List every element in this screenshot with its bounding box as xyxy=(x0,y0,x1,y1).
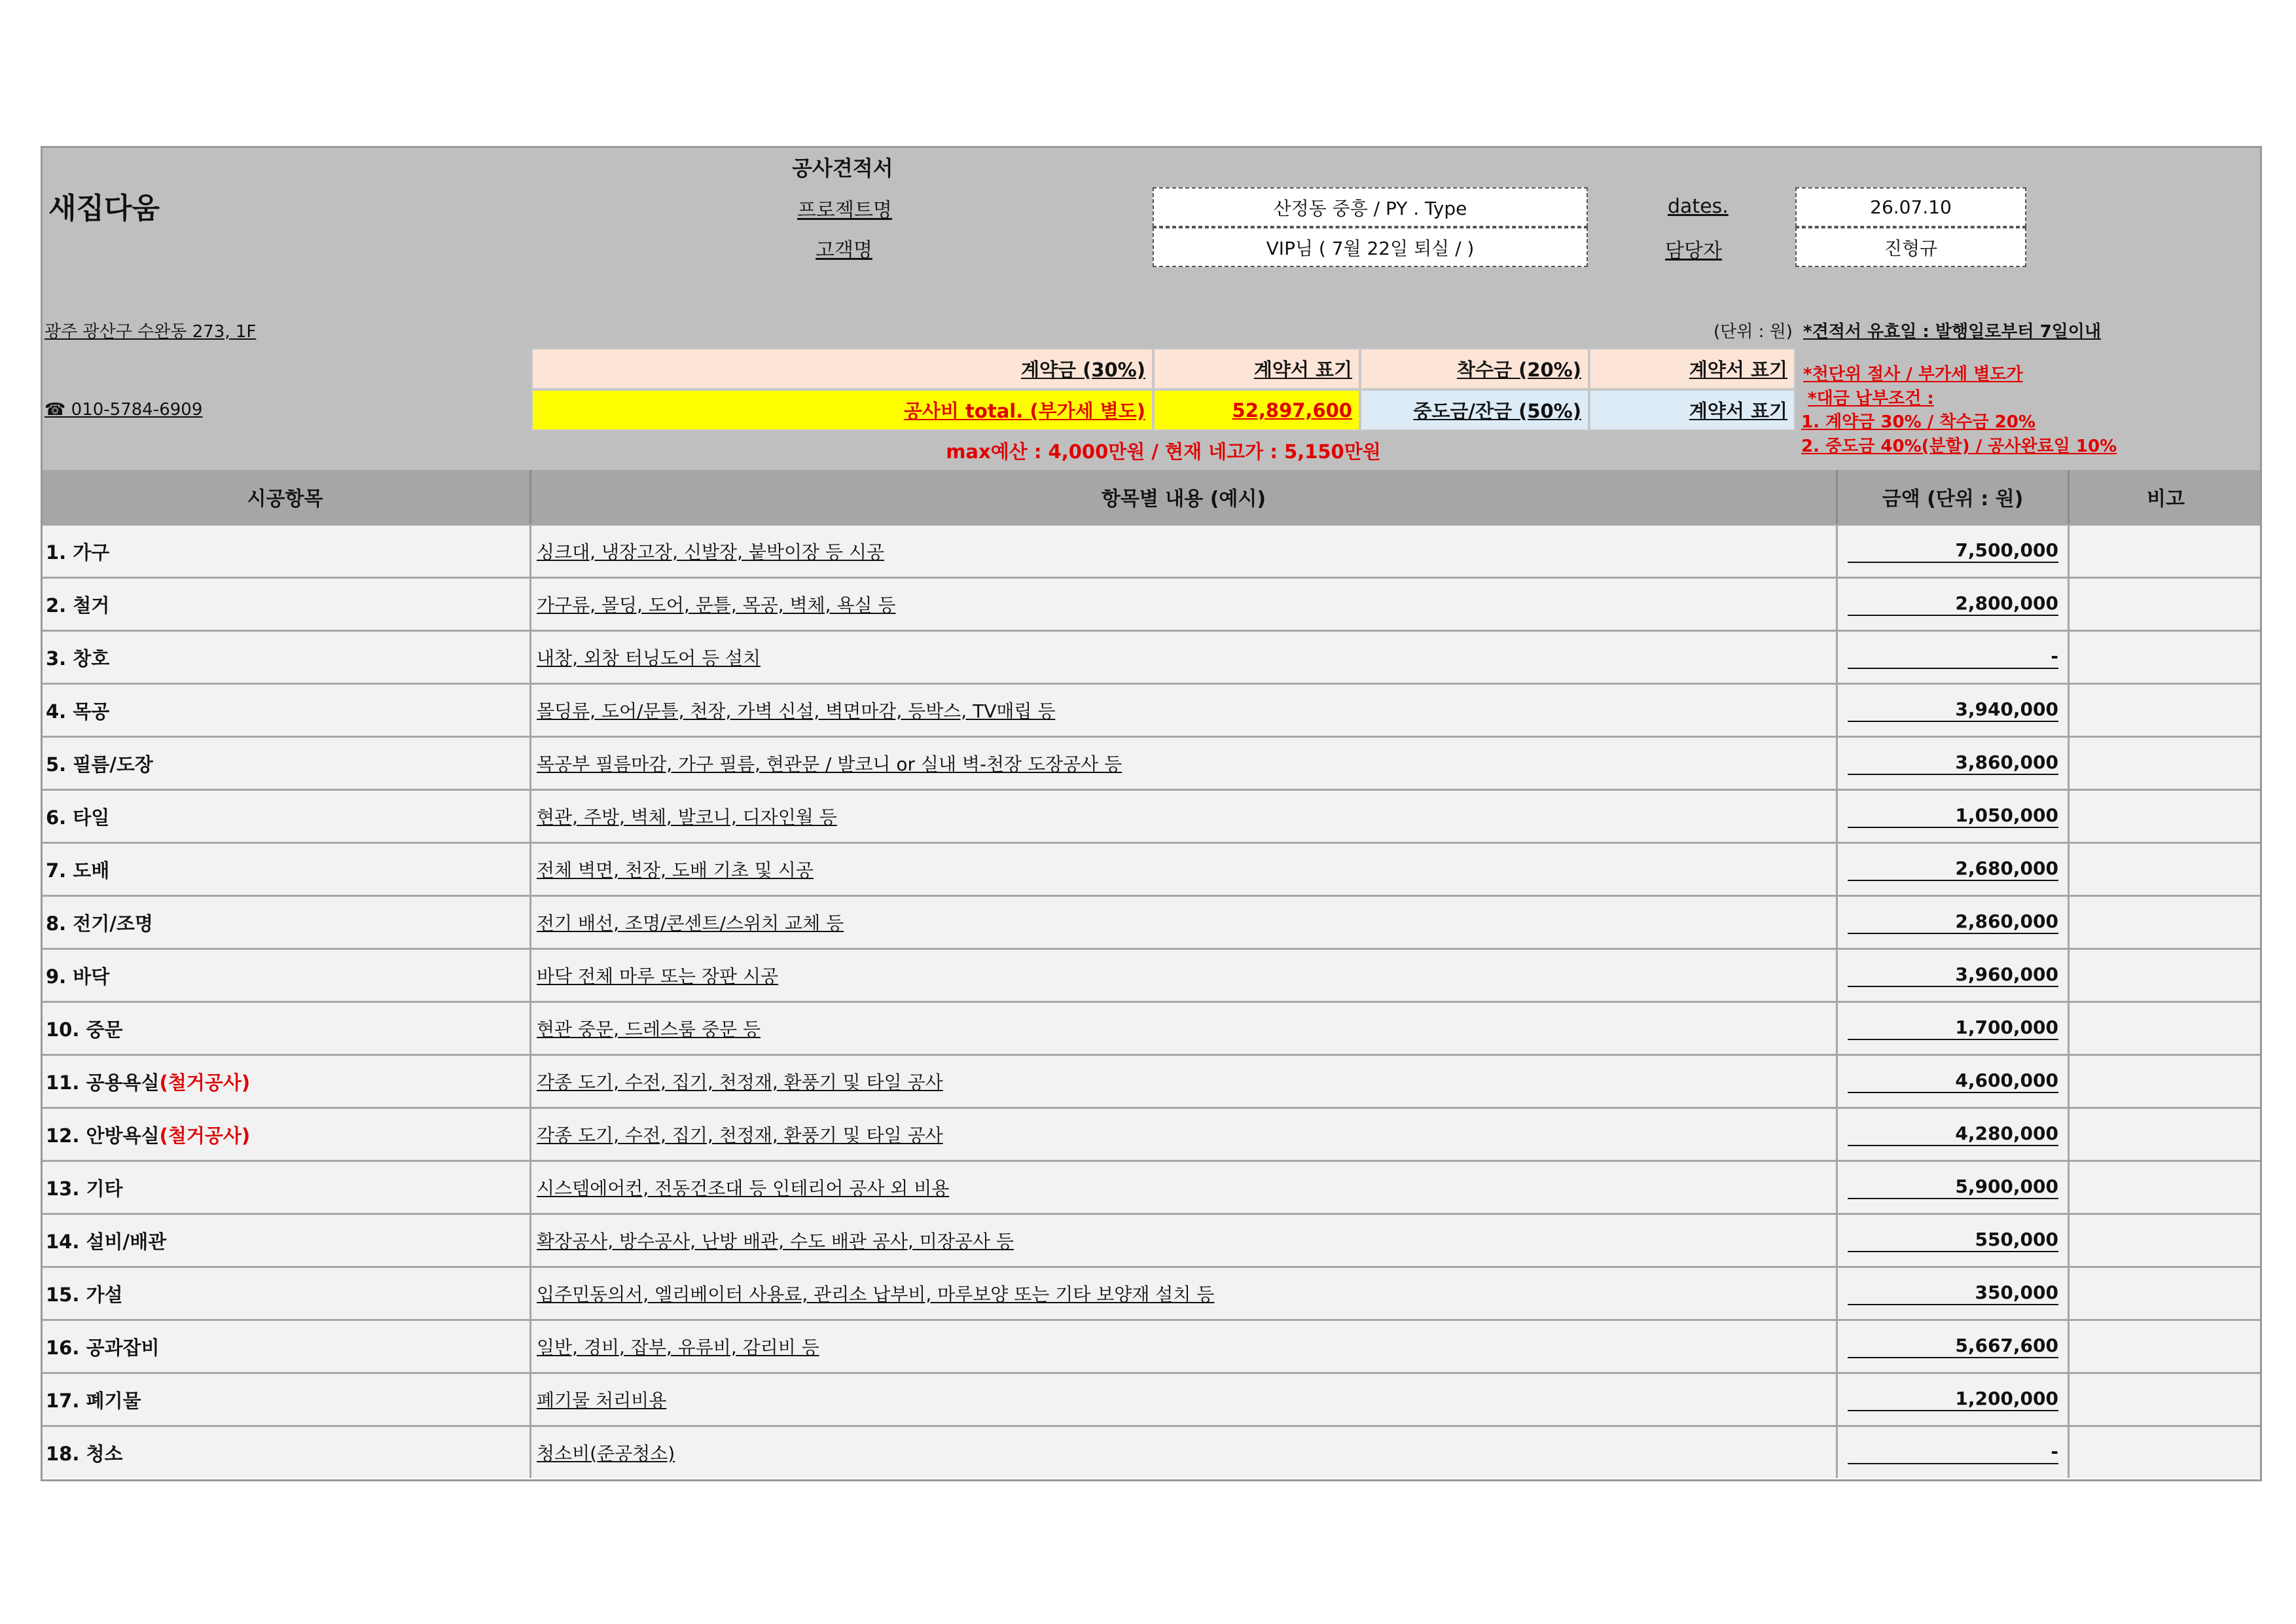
amount-value: 3,960,000 xyxy=(1848,964,2058,987)
item-label: 7. 도배 xyxy=(46,859,110,882)
item-label: 13. 기타 xyxy=(46,1177,123,1200)
company-address: 광주 광산구 수완동 273, 1F xyxy=(45,322,257,342)
amount-value: - xyxy=(1848,1441,2058,1464)
row-description: 싱크대, 냉장고장, 신발장, 붙박이장 등 시공 xyxy=(531,526,1838,577)
amount-value: 350,000 xyxy=(1848,1282,2058,1305)
note-line-1: *천단위 절사 / 부가세 별도가 xyxy=(1803,365,2023,384)
amount-value: 7,500,000 xyxy=(1848,539,2058,563)
item-label: 8. 전기/조명 xyxy=(46,912,153,935)
row-description: 전기 배선, 조명/콘센트/스위치 교체 등 xyxy=(531,897,1838,948)
note-line-3: 1. 계약금 30% / 착수금 20% xyxy=(1801,412,2036,432)
amount-value: - xyxy=(1848,645,2058,669)
row-description: 현관, 주방, 벽체, 발코니, 디자인월 등 xyxy=(531,791,1838,842)
unit-note: (단위 : 원) xyxy=(1713,322,1793,342)
middle-payment-label: 중도금/잔금 (50%) xyxy=(1360,389,1589,431)
item-label: 18. 청소 xyxy=(46,1442,123,1465)
item-label: 4. 목공 xyxy=(46,700,110,723)
item-label: 16. 공과잡비 xyxy=(46,1336,160,1359)
item-label: 2. 철거 xyxy=(46,594,110,617)
advance-contract-mark: 계약서 표기 xyxy=(1589,348,1795,389)
row-description: 몰딩류, 도어/문틀, 천장, 가벽 신설, 벽면마감, 등박스, TV매립 등 xyxy=(531,685,1838,736)
amount-value: 4,280,000 xyxy=(1848,1123,2058,1146)
amount-value: 1,700,000 xyxy=(1848,1017,2058,1040)
item-label: 10. 중문 xyxy=(46,1018,123,1041)
dates-label: dates. xyxy=(1668,195,1729,218)
row-description: 일반, 경비, 잡부, 유류비, 감리비 등 xyxy=(531,1321,1838,1372)
item-label: 15. 가설 xyxy=(46,1283,123,1306)
customer-label: 고객명 xyxy=(816,239,872,262)
amount-value: 2,860,000 xyxy=(1848,911,2058,934)
row-description: 현관 중문, 드레스룸 중문 등 xyxy=(531,1003,1838,1054)
advance-label: 착수금 (20%) xyxy=(1360,348,1589,389)
header-remarks: 비고 xyxy=(2070,470,2262,524)
deposit-label: 계약금 (30%) xyxy=(531,348,1153,389)
company-name: 새집다움 xyxy=(48,192,160,225)
row-description: 각종 도기, 수전, 집기, 천정재, 환풍기 및 타일 공사 xyxy=(531,1109,1838,1160)
item-label: 5. 필름/도장 xyxy=(46,753,153,776)
row-description: 청소비(준공청소) xyxy=(531,1427,1838,1478)
amount-value: 2,680,000 xyxy=(1848,857,2058,881)
amount-value: 5,900,000 xyxy=(1848,1176,2058,1199)
total-value: 52,897,600 xyxy=(1153,389,1360,431)
row-description: 바닥 전체 마루 또는 장판 시공 xyxy=(531,950,1838,1001)
dates-field[interactable]: 26.07.10 xyxy=(1795,187,2026,227)
row-description: 내창, 외창 터닝도어 등 설치 xyxy=(531,632,1838,683)
document-title: 공사견적서 xyxy=(792,156,893,181)
item-tag: (철거공사) xyxy=(159,1071,251,1094)
header-amount: 금액 (단위 : 원) xyxy=(1838,470,2070,524)
manager-label: 담당자 xyxy=(1665,240,1722,262)
item-label: 1. 가구 xyxy=(46,541,110,564)
middle-contract-mark: 계약서 표기 xyxy=(1589,389,1795,431)
amount-value: 1,050,000 xyxy=(1848,804,2058,828)
row-description: 확장공사, 방수공사, 난방 배관, 수도 배관 공사, 미장공사 등 xyxy=(531,1215,1838,1266)
company-phone: ☎ 010-5784-6909 xyxy=(45,400,203,420)
item-tag: (철거공사) xyxy=(159,1124,251,1147)
item-label: 9. 바닥 xyxy=(46,965,110,988)
customer-field[interactable]: VIP님 ( 7월 22일 퇴실 / ) xyxy=(1153,227,1588,267)
row-description: 각종 도기, 수전, 집기, 천정재, 환풍기 및 타일 공사 xyxy=(531,1056,1838,1107)
amount-value: 550,000 xyxy=(1848,1229,2058,1252)
budget-note: max예산 : 4,000만원 / 현재 네고가 : 5,150만원 xyxy=(946,440,1381,463)
item-label: 12. 안방욕실 xyxy=(46,1124,160,1147)
note-line-4: 2. 중도금 40%(분할) / 공사완료일 10% xyxy=(1801,437,2117,456)
row-description: 시스템에어컨, 전동건조대 등 인테리어 공사 외 비용 xyxy=(531,1162,1838,1213)
amount-value: 4,600,000 xyxy=(1848,1070,2058,1093)
header-description: 항목별 내용 (예시) xyxy=(531,470,1838,524)
amount-value: 3,860,000 xyxy=(1848,751,2058,775)
project-label: 프로젝트명 xyxy=(797,199,892,222)
amount-value: 5,667,600 xyxy=(1848,1335,2058,1358)
total-label: 공사비 total. (부가세 별도) xyxy=(531,389,1153,431)
project-field[interactable]: 산정동 중흥 / PY . Type xyxy=(1153,187,1588,227)
item-label: 11. 공용욕실 xyxy=(46,1071,160,1094)
note-line-2: *대금 납부조건 : xyxy=(1808,389,1934,408)
validity-note: *견적서 유효일 : 발행일로부터 7일이내 xyxy=(1803,322,2102,342)
amount-value: 3,940,000 xyxy=(1848,698,2058,722)
row-description: 가구류, 몰딩, 도어, 문틀, 목공, 벽체, 욕실 등 xyxy=(531,579,1838,630)
row-description: 목공부 필름마감, 가구 필름, 현관문 / 발코니 or 실내 벽-천장 도장공사 등 xyxy=(531,738,1838,789)
estimate-sheet-border xyxy=(41,146,2262,1481)
item-label: 6. 타일 xyxy=(46,806,110,829)
amount-value: 1,200,000 xyxy=(1848,1388,2058,1411)
manager-field[interactable]: 진형규 xyxy=(1795,227,2026,267)
item-label: 17. 폐기물 xyxy=(46,1389,141,1412)
row-description: 폐기물 처리비용 xyxy=(531,1374,1838,1425)
item-label: 3. 창호 xyxy=(46,647,110,670)
row-description: 전체 벽면, 천장, 도배 기초 및 시공 xyxy=(531,844,1838,895)
header-item: 시공항목 xyxy=(41,470,531,524)
item-label: 14. 설비/배관 xyxy=(46,1230,167,1253)
row-description: 입주민동의서, 엘리베이터 사용료, 관리소 납부비, 마루보양 또는 기타 보양재 설치 등 xyxy=(531,1268,1838,1319)
amount-value: 2,800,000 xyxy=(1848,592,2058,616)
deposit-contract-mark: 계약서 표기 xyxy=(1153,348,1360,389)
